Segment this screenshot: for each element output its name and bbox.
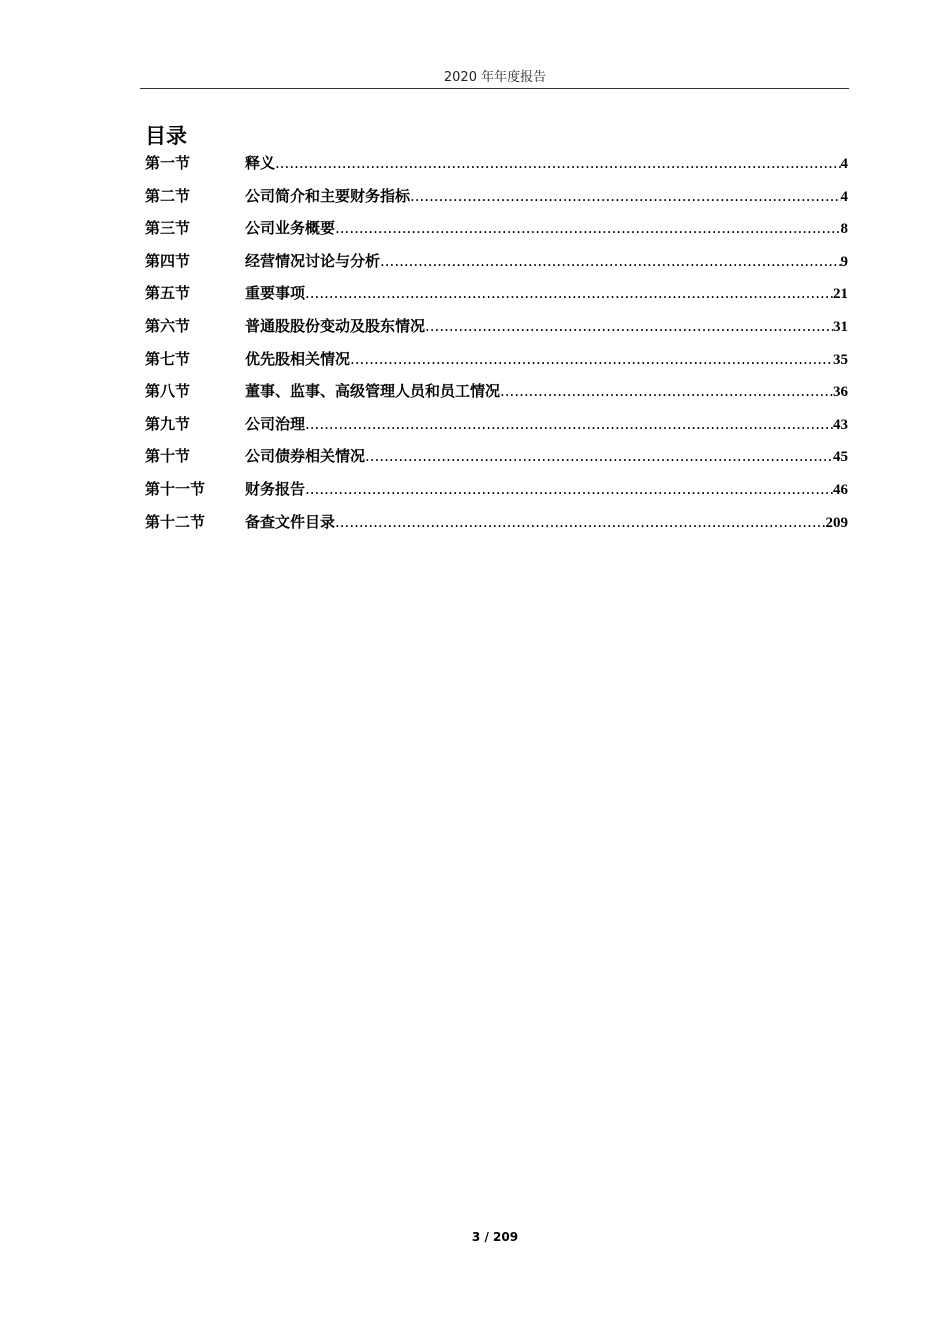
toc-page-number: 4: [840, 188, 848, 205]
toc-entry[interactable]: [145, 445, 848, 478]
toc-section-number: 第十二节: [145, 512, 206, 531]
toc-entry[interactable]: [145, 250, 848, 283]
toc-page-number: 46: [833, 481, 848, 498]
toc-page-number: 45: [833, 449, 848, 466]
toc-section-title: 重要事项: [245, 284, 306, 303]
toc-section-number: 第八节: [145, 382, 191, 401]
toc-entry[interactable]: [145, 315, 848, 348]
toc-section-number: 第二节: [145, 186, 191, 205]
toc-section-number: 第九节: [145, 414, 191, 433]
page-header-title: 2020 年年度报告: [443, 70, 547, 85]
toc-section-number: 第六节: [145, 316, 191, 335]
toc-dot-leader: [335, 513, 825, 531]
toc-entry[interactable]: [145, 413, 848, 446]
toc-section-title: 董事、监事、高级管理人员和员工情况: [245, 382, 501, 401]
toc-dot-leader: [500, 382, 833, 400]
toc-section-title: 公司简介和主要财务指标: [245, 186, 411, 205]
toc-entry[interactable]: [145, 185, 848, 218]
toc-entry[interactable]: [145, 348, 848, 381]
toc-page-number: 21: [833, 286, 848, 303]
toc-page-number: 9: [840, 253, 848, 270]
toc-list: [145, 152, 848, 543]
toc-section-title: 普通股股份变动及股东情况: [245, 316, 426, 335]
toc-page-number: 209: [825, 514, 848, 531]
toc-section-number: 第七节: [145, 349, 191, 368]
toc-section-title: 公司债券相关情况: [245, 447, 366, 466]
toc-page-number: 4: [840, 156, 848, 172]
toc-section-number: 第十节: [145, 447, 191, 466]
toc-entry[interactable]: [145, 478, 848, 511]
toc-entry[interactable]: [145, 511, 848, 544]
toc-dot-leader: [275, 154, 840, 172]
toc-section-title: 释义: [245, 154, 276, 172]
toc-section-number: 第三节: [145, 219, 191, 238]
toc-section-title: 优先股相关情况: [245, 349, 351, 368]
toc-section-title: 经营情况讨论与分析: [245, 251, 381, 270]
toc-entry[interactable]: [145, 217, 848, 250]
toc-dot-leader: [425, 317, 833, 335]
toc-dot-leader: [305, 284, 833, 302]
toc-section-title: 公司治理: [245, 414, 306, 433]
toc-page-number: 35: [833, 351, 848, 368]
toc-dot-leader: [350, 350, 833, 368]
toc-dot-leader: [305, 415, 833, 433]
toc-dot-leader: [380, 252, 840, 270]
toc-entry[interactable]: [145, 380, 848, 413]
toc-page-number: 36: [833, 384, 848, 401]
toc-section-number: 第五节: [145, 284, 191, 303]
toc-section-title: 财务报告: [245, 479, 306, 498]
toc-heading: 目录: [145, 124, 187, 148]
toc-entry[interactable]: [145, 282, 848, 315]
toc-section-number: 第一节: [145, 154, 191, 172]
toc-page-number: 43: [833, 416, 848, 433]
toc-section-title: 公司业务概要: [245, 219, 336, 238]
toc-dot-leader: [305, 480, 833, 498]
page-footer-number: 3 / 209: [471, 1230, 519, 1244]
toc-entry[interactable]: [145, 152, 848, 185]
toc-dot-leader: [335, 219, 840, 237]
toc-page-number: 31: [833, 318, 848, 335]
toc-section-number: 第十一节: [145, 479, 206, 498]
toc-section-number: 第四节: [145, 251, 191, 270]
toc-dot-leader: [410, 187, 840, 205]
toc-page-number: 8: [840, 221, 848, 238]
toc-dot-leader: [365, 447, 833, 465]
toc-section-title: 备查文件目录: [245, 512, 336, 531]
header-divider: [140, 88, 849, 89]
